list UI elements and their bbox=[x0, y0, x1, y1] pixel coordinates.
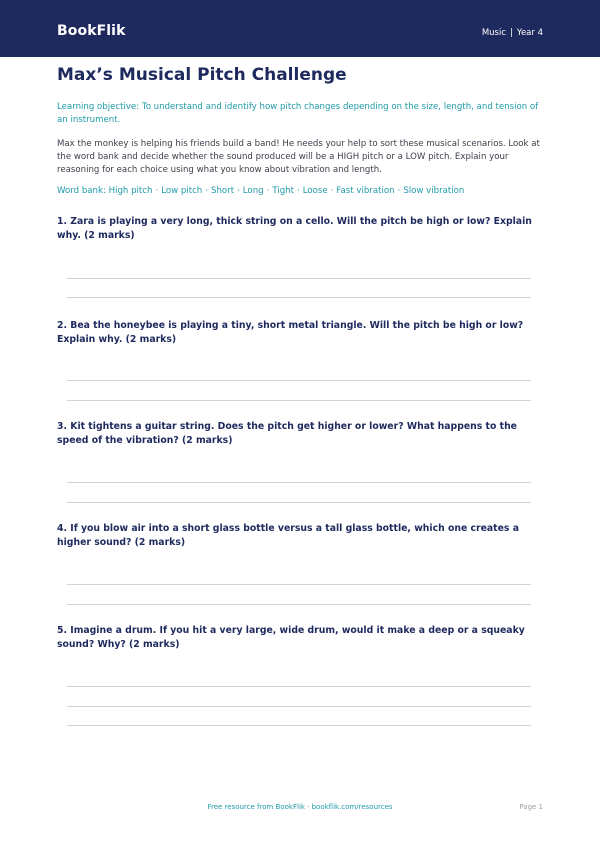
answer-line[interactable] bbox=[67, 584, 531, 585]
word-bank-label: Word bank: bbox=[57, 186, 106, 196]
word-bank-item: Loose bbox=[302, 186, 328, 196]
word-bank-item: Fast vibration bbox=[336, 186, 395, 196]
word-separator: · bbox=[237, 186, 240, 196]
meta-separator: | bbox=[510, 28, 513, 38]
word-bank-item: Slow vibration bbox=[403, 186, 465, 196]
word-bank bbox=[57, 186, 547, 196]
answer-line[interactable] bbox=[67, 380, 531, 381]
word-bank-item: Short bbox=[211, 186, 235, 196]
word-bank-item: Low pitch bbox=[161, 186, 203, 196]
word-separator: · bbox=[155, 186, 159, 196]
answer-line[interactable] bbox=[67, 297, 531, 298]
subject-label: Music bbox=[481, 28, 507, 38]
learning-objective: Learning objective: To understand and identify how pitch changes depending on the size, length, and tension of an instrument. bbox=[57, 102, 539, 125]
question-2: 2. Bea the honeybee is playing a tiny, short metal triangle. Will the pitch be high or low? Explain why. (2 marks) bbox=[57, 320, 524, 345]
answer-line[interactable] bbox=[67, 706, 531, 707]
answer-line[interactable] bbox=[67, 400, 531, 401]
word-bank-item: High pitch bbox=[108, 186, 153, 196]
answer-line[interactable] bbox=[67, 502, 531, 503]
answer-line[interactable] bbox=[67, 482, 531, 483]
answer-line[interactable] bbox=[67, 725, 531, 726]
footer-text: Free resource from BookFlik · bookflik.com/resources bbox=[207, 803, 393, 811]
intro-paragraph: Max the monkey is helping his friends build a band! He needs your help to sort these musical scenarios. Look at the word bank and decide whether the sound produced will be a HIGH pitch or a LOW pitch. Explain your reasoning for each choice using what you know about vibration and length. bbox=[57, 139, 540, 175]
answer-line[interactable] bbox=[67, 604, 531, 605]
question-1: 1. Zara is playing a very long, thick string on a cello. Will the pitch be high or low? Explain why. (2 marks) bbox=[57, 216, 532, 241]
page-header bbox=[0, 0, 600, 57]
question-4: 4. If you blow air into a short glass bottle versus a tall glass bottle, which one creates a higher sound? (2 marks) bbox=[57, 523, 519, 548]
word-bank-item: Tight bbox=[272, 186, 294, 196]
brand-logo: BookFlik bbox=[57, 23, 126, 39]
question-5: 5. Imagine a drum. If you hit a very large, wide drum, would it make a deep or a squeaky sound? Why? (2 marks) bbox=[57, 625, 525, 650]
word-separator: · bbox=[266, 186, 270, 196]
word-separator: · bbox=[296, 186, 300, 196]
word-separator: · bbox=[330, 186, 334, 196]
word-bank-item: Long bbox=[242, 186, 264, 196]
answer-line[interactable] bbox=[67, 278, 531, 279]
word-separator: · bbox=[397, 186, 401, 196]
page-number: Page 1 bbox=[519, 803, 543, 811]
word-separator: · bbox=[205, 186, 208, 196]
answer-line[interactable] bbox=[67, 686, 531, 687]
page-title: Max’s Musical Pitch Challenge bbox=[57, 65, 347, 85]
header-meta bbox=[482, 28, 543, 38]
question-3: 3. Kit tightens a guitar string. Does the pitch get higher or lower? What happens to the speed of the vibration? (2 marks) bbox=[57, 421, 517, 446]
year-label: Year 4 bbox=[516, 28, 543, 38]
